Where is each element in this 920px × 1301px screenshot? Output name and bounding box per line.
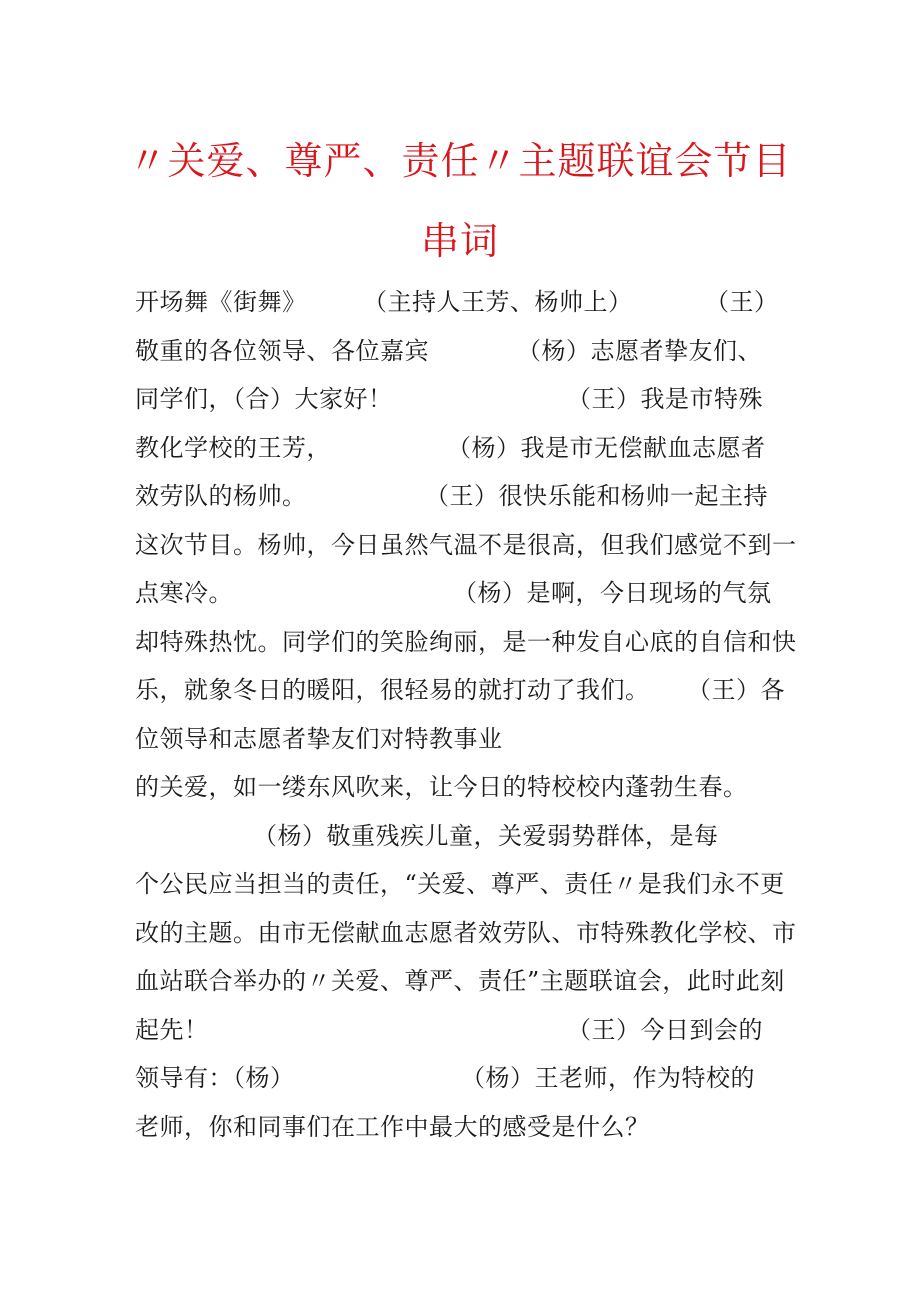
line-segment: （王）我是市特殊 — [567, 385, 763, 413]
line-segment: 教化学校的王芳， — [135, 434, 331, 462]
line-segment: 点寒冷。 — [135, 579, 233, 607]
line-segment: 老师，你和同事们在工作中最大的感受是什么？ — [135, 1113, 650, 1141]
line-segment: 个公民应当担当的责任，“关爱、尊严、责任〃是我们永不更 — [135, 870, 785, 898]
line-segment: （杨）志愿者挚友们、 — [517, 337, 762, 365]
line-segment: （王）各 — [687, 676, 785, 704]
line-segment: 血站联合举办的〃关爱、尊严、责任”主题联谊会，此时此刻 — [135, 967, 785, 995]
document-title-line-2: 串词 — [420, 219, 499, 263]
document-title-line-1: 〃关爱、尊严、责任〃主题联谊会节目 — [128, 139, 792, 183]
line-segment: 却特殊热忱。同学们的笑脸绚丽，是一种发自心底的自信和快 — [135, 628, 797, 656]
line-segment: 这次节目。杨帅，今日虽然气温不是很高，但我们感觉不到一 — [135, 531, 797, 559]
line-segment: （王） — [705, 288, 779, 316]
line-segment: 敬重的各位领导、各位嘉宾 — [135, 337, 429, 365]
line-segment: 效劳队的杨帅。 — [135, 482, 307, 510]
line-segment: （杨）王老师，作为特校的 — [461, 1064, 755, 1092]
line-segment: 改的主题。由市无偿献血志愿者效劳队、市特殊教化学校、市 — [135, 919, 797, 947]
line-segment: （杨）敬重残疾儿童，关爱弱势群体，是每 — [253, 822, 719, 850]
line-segment: 起先！ — [135, 1016, 209, 1044]
line-segment: 位领导和志愿者挚友们对特教事业 — [135, 725, 503, 753]
line-segment: （杨）是啊，今日现场的气氛 — [453, 579, 772, 607]
line-segment: 领导有：（杨） — [135, 1064, 295, 1092]
line-segment: （王）很快乐能和杨帅一起主持 — [425, 482, 768, 510]
line-segment: （王）今日到会的 — [567, 1016, 763, 1044]
line-segment: （杨）我是市无偿献血志愿者 — [447, 434, 766, 462]
line-segment: 同学们，（合）大家好！ — [135, 385, 393, 413]
line-segment: 乐，就象冬日的暖阳，很轻易的就打动了我们。 — [135, 676, 650, 704]
line-segment: 开场舞《街舞》 — [135, 288, 307, 316]
line-segment: （主持人王芳、杨帅上） — [363, 288, 633, 316]
line-segment: 的关爱，如一缕东风吹来，让今日的特校校内蓬勃生春。 — [135, 773, 748, 801]
